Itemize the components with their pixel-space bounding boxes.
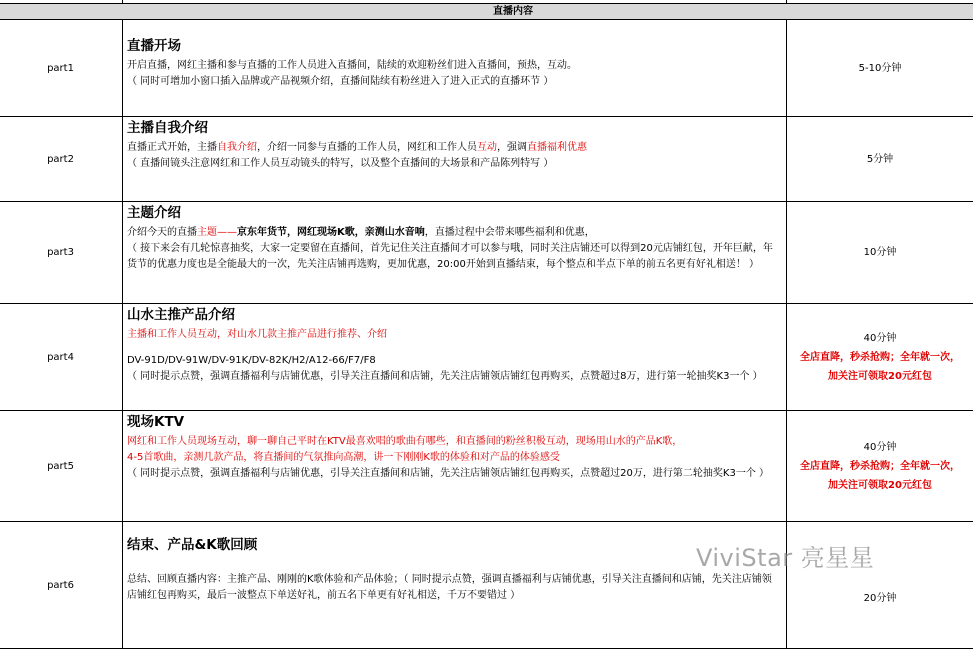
duration-cell[interactable] [787,411,973,522]
text-segment: （ 同时提示点赞，强调直播福利与店铺优惠，引导关注直播间和店铺，先关注店铺领店铺红包再购买，点赞超过20万，进行第二轮抽奖K3一个 ） [127,468,769,479]
table-row [0,411,973,522]
content-line [127,74,780,90]
watermark: ViviStar 亮星星 [696,538,874,573]
text-segment: ，介绍一同参与直播的工作人员，网红和工作人员 [257,142,477,153]
section-title: 山水主推产品介绍 [127,306,780,325]
duration-cell[interactable] [787,20,973,117]
content-cell[interactable] [123,304,787,411]
content-line [127,572,780,604]
table-row [0,202,973,304]
duration-text: 5分钟 [787,150,973,169]
text-segment: 网红和工作人员现场互动，聊一聊自己平时在KTV最喜欢唱的歌曲有哪些，和直播间的粉丝积极互动，现场用山水的产品K歌， [127,436,682,447]
text-segment: 直播正式开始，主播 [127,142,217,153]
table-row [0,117,973,202]
content-line [127,353,780,369]
text-segment: 开启直播，网红主播和参与直播的工作人员进入直播间，陆续的欢迎粉丝们进入直播间，预热，互动。 [127,60,577,71]
text-segment: 总结、回顾直播内容：主推产品、刚刚的K歌体验和产品体验；（ 同时提示点赞，强调直播福利与店铺优惠，引导关注直播间和店铺，先关注店铺领店铺红包再购买，最后一波整点下单送好礼，前五名下单更有好礼相送，千万不要错过 ） [127,574,772,601]
table-row [0,20,973,117]
duration-text: 40分钟 [787,329,973,348]
text-segment: （ 直播间镜头注意网红和工作人员互动镜头的特写，以及整个直播间的大场景和产品陈列特写 ） [127,158,553,169]
content-cell[interactable] [123,117,787,202]
text-segment: 京东年货节，网红现场K歌，亲测山水音响 [237,227,425,238]
part-cell[interactable]: part3 [0,202,123,304]
content-line [127,466,780,482]
content-line [127,369,780,385]
text-segment: ，直播过程中会带来哪些福利和优惠， [425,227,595,238]
part-cell[interactable]: part2 [0,117,123,202]
content-line [127,140,780,156]
duration-cell[interactable] [787,202,973,304]
content-line [127,156,780,172]
text-segment: 主题—— [197,227,237,238]
section-title: 主播自我介绍 [127,119,780,138]
part-cell[interactable]: part5 [0,411,123,522]
content-line [127,225,780,241]
content-line [127,450,780,466]
text-segment: 自我介绍 [217,142,257,153]
content-cell[interactable] [123,202,787,304]
promo-text: 全店直降，秒杀抢购；全年就一次， [787,457,973,476]
content-line [127,327,780,343]
duration-text: 10分钟 [787,243,973,262]
part-cell[interactable]: part6 [0,522,123,649]
content-line [127,343,780,353]
duration-text: 20分钟 [787,589,973,608]
text-segment: 直播福利优惠 [527,142,587,153]
promo-text: 加关注可领取20元红包 [787,367,973,386]
promo-text: 加关注可领取20元红包 [787,476,973,495]
text-segment: 主播和工作人员互动，对山水几款主推产品进行推荐、介绍 [127,329,387,340]
content-cell[interactable] [123,522,787,649]
content-line [127,58,780,74]
content-line [127,434,780,450]
table-row [0,304,973,411]
section-title: 现场KTV [127,413,780,432]
part-cell[interactable]: part4 [0,304,123,411]
header-cell[interactable]: 直播内容 [0,4,973,20]
part-cell[interactable]: part1 [0,20,123,117]
text-segment: 4-5首歌曲，亲测几款产品，将直播间的气氛推向高潮，讲一下刚刚K歌的体验和对产品的体验感受 [127,452,560,463]
text-segment: ，强调 [497,142,527,153]
content-cell[interactable] [123,20,787,117]
header-row [0,4,973,20]
section-title: 结束、产品&K歌回顾 [127,536,780,555]
text-segment: DV-91D/DV-91W/DV-91K/DV-82K/H2/A12-66/F7/F8 [127,355,376,366]
text-segment: （ 同时可增加小窗口插入品牌或产品视频介绍，直播间陆续有粉丝进入了进入正式的直播环节 ） [127,76,553,87]
duration-text: 40分钟 [787,438,973,457]
text-segment: （ 同时提示点赞，强调直播福利与店铺优惠，引导关注直播间和店铺，先关注店铺领店铺红包再购买，点赞超过8万，进行第一轮抽奖K3一个 ） [127,371,763,382]
content-cell[interactable] [123,411,787,522]
text-segment: 介绍今天的直播 [127,227,197,238]
promo-text: 全店直降，秒杀抢购；全年就一次， [787,348,973,367]
text-segment: 互动 [477,142,497,153]
spacer [127,557,780,572]
duration-text: 5-10分钟 [787,59,973,78]
text-segment: （ 接下来会有几轮惊喜抽奖，大家一定要留在直播间，首先记住关注直播间才可以参与哦，同时关注店铺还可以得到20元店铺红包，开年巨献，年货节的优惠力度也是全能最大的一次，先关注店铺再选购，更加优惠，20:00开始到直播结束，每个整点和半点下单的前五名更有好礼相送！ ） [127,243,773,270]
content-line [127,241,780,273]
duration-cell[interactable] [787,304,973,411]
section-title: 主题介绍 [127,204,780,223]
duration-cell[interactable] [787,117,973,202]
section-title: 直播开场 [127,37,780,56]
